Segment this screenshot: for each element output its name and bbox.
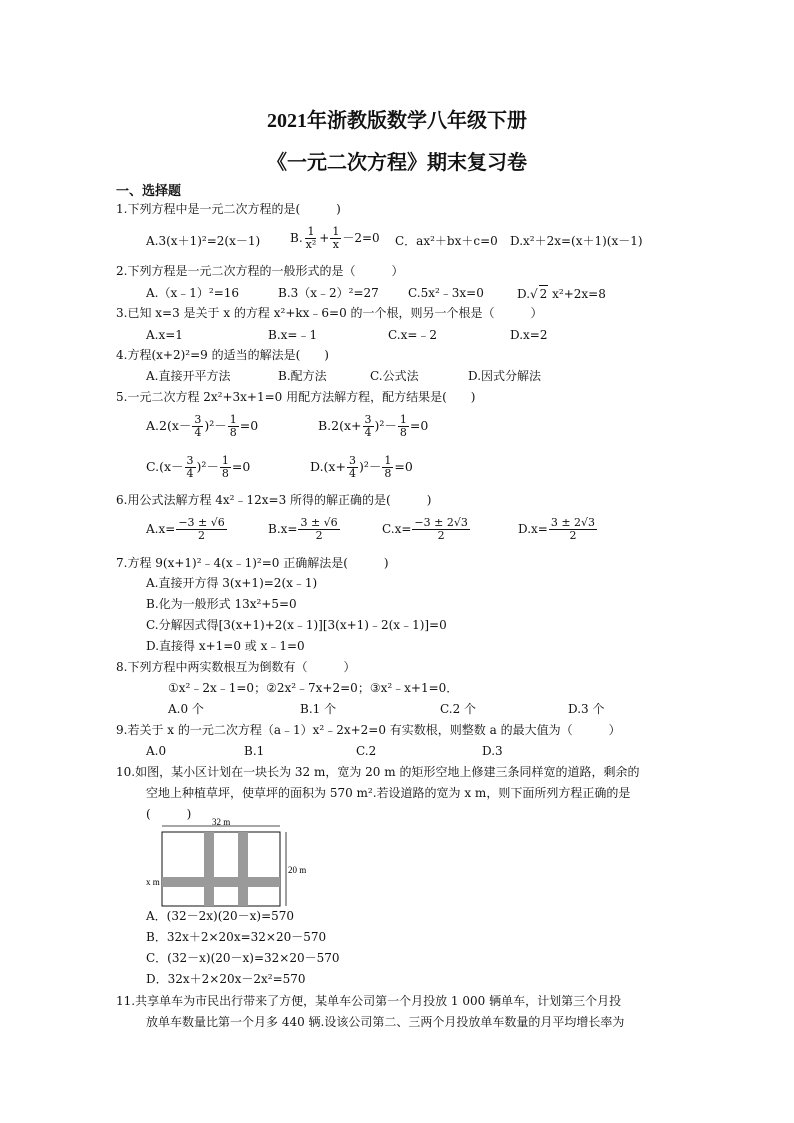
q9-option-d: D.3	[482, 744, 503, 758]
vertical-road-2	[238, 832, 248, 906]
q5-option-c: C.(x－ $\frac{3}{4}$ )²－ $\frac{1}{8}$ =0	[146, 454, 251, 480]
q2-option-b: B.3（x﹣2）²=27	[278, 286, 379, 300]
page-title: 2021年浙教版数学八年级下册	[267, 110, 527, 132]
q5-option-b: B.2(x+ $\frac{3}{4}$ )²－ $\frac{1}{8}$ =0	[318, 413, 429, 439]
q10-option-a: A．(32－2x)(20－x)=570	[146, 909, 295, 923]
q1-option-a: A.3(x＋1)²=2(x－1)	[146, 234, 261, 248]
q6-option-b: B.x= $\frac{3 \pm √6}{2}$	[268, 516, 338, 542]
q7-option-c: C.分解因式得[3(x+1)+2(x﹣1)][3(x+1)﹣2(x﹣1)]=0	[146, 618, 447, 632]
q8-list: ①x²﹣2x﹣1=0；②2x²﹣7x+2=0；③x²﹣x+1=0．	[168, 681, 459, 695]
q4-option-c: C.公式法	[370, 369, 419, 383]
section-heading: 一、选择题	[116, 184, 182, 199]
road-width-label: x m	[146, 877, 160, 887]
q6-option-a: A.x= $\frac{-3 \pm √6}{2}$	[146, 516, 225, 542]
vertical-road-1	[204, 832, 214, 906]
q6-stem: 6.用公式法解方程 4x²﹣12x=3 所得的解正确的是( )	[116, 493, 432, 507]
q6-option-c: C.x= $\frac{-3 \pm 2√3}{2}$	[382, 516, 468, 542]
q8-option-d: D.3 个	[568, 702, 605, 716]
q10-stem-line2: 空地上种植草坪，使草坪的面积为 570 m².若设道路的宽为 x m，则下面所列方程正确的是	[146, 786, 631, 800]
q6-option-d: D.x= $\frac{3 \pm 2√3}{2}$	[518, 516, 596, 542]
q7-stem: 7.方程 9(x+1)²﹣4(x﹣1)²=0 正确解法是( )	[116, 556, 389, 570]
q10-stem-line3: ( )	[146, 807, 192, 821]
q11-stem-line2: 放单车数量比第一个月多 440 辆.设该公司第二、三两个月投放单车数量的月平均增长率为	[146, 1015, 625, 1029]
q3-option-b: B.x=﹣1	[268, 328, 318, 342]
q1-option-b: B. $\frac{1}{\text{x²}}$ + $\frac{1}{x}$ －2=0	[290, 225, 380, 251]
q10-option-d: D．32x＋2×20x－2x²=570	[146, 972, 306, 986]
q2-stem: 2.下列方程是一元二次方程的一般形式的是（ ）	[116, 264, 404, 278]
q9-option-b: B.1	[244, 744, 265, 758]
page-subtitle: 《一元二次方程》期末复习卷	[267, 152, 527, 174]
q1-option-c: C．ax²＋bx＋c=0	[395, 234, 498, 248]
height-label: 20 m	[288, 865, 306, 875]
q5-option-a: A.2(x－ $\frac{3}{4}$ )²－ $\frac{1}{8}$ =0	[146, 413, 259, 439]
q11-stem-line1: 11.共享单车为市民出行带来了方便，某单车公司第一个月投放 1 000 辆单车，计划第三个月投	[116, 994, 622, 1008]
q4-stem: 4.方程(x+2)²=9 的适当的解法是( )	[116, 348, 329, 362]
q9-option-a: A.0	[146, 744, 167, 758]
road-diagram	[146, 818, 306, 914]
q8-stem: 8.下列方程中两实数根互为倒数有（ ）	[116, 660, 356, 674]
q4-option-d: D.因式分解法	[468, 369, 542, 383]
q4-option-a: A.直接开平方法	[146, 369, 231, 383]
q9-option-c: C.2	[356, 744, 377, 758]
q3-option-a: A.x=1	[146, 328, 183, 342]
q1-option-d: D.x²＋2x=(x＋1)(x－1)	[510, 234, 643, 248]
q10-stem-line1: 10.如图，某小区计划在一块长为 32 m，宽为 20 m 的矩形空地上修建三条同样宽的道路，剩余的	[116, 765, 640, 779]
q5-stem: 5.一元二次方程 2x²+3x+1=0 用配方法解方程，配方结果是( )	[116, 390, 476, 404]
q4-option-b: B.配方法	[278, 369, 327, 383]
horizontal-road	[162, 877, 280, 887]
q3-option-c: C.x=﹣2	[388, 328, 438, 342]
q7-option-b: B.化为一般形式 13x²+5=0	[146, 597, 297, 611]
q9-stem: 9.若关于 x 的一元二次方程（a﹣1）x²﹣2x+2=0 有实数根，则整数 a 的最大值为（ ）	[116, 723, 621, 737]
q8-option-a: A.0 个	[168, 702, 204, 716]
q8-option-c: C.2 个	[440, 702, 477, 716]
q2-option-d: D.√ 2 x²+2x=8	[517, 287, 606, 301]
q10-option-c: C．(32－x)(20－x)=32×20－570	[146, 951, 340, 965]
q3-option-d: D.x=2	[510, 328, 548, 342]
q3-stem: 3.已知 x=3 是关于 x 的方程 x²+kx﹣6=0 的一个根，则另一个根是（ ）	[116, 306, 543, 320]
width-label: 32 m	[212, 818, 231, 827]
q7-option-a: A.直接开方得 3(x+1)=2(x﹣1)	[146, 576, 318, 590]
q5-option-d: D.(x+ $\frac{3}{4}$ )²－ $\frac{1}{8}$ =0	[310, 454, 413, 480]
q2-option-a: A.（x﹣1）²=16	[146, 286, 240, 300]
q7-option-d: D.直接得 x+1=0 或 x﹣1=0	[146, 639, 305, 653]
q10-option-b: B．32x＋2×20x=32×20－570	[146, 930, 327, 944]
q2-option-c: C.5x²﹣3x=0	[408, 286, 484, 300]
q1-stem: 1.下列方程中是一元二次方程的是( )	[116, 202, 341, 216]
q8-option-b: B.1 个	[300, 702, 337, 716]
field-rect	[162, 832, 280, 906]
